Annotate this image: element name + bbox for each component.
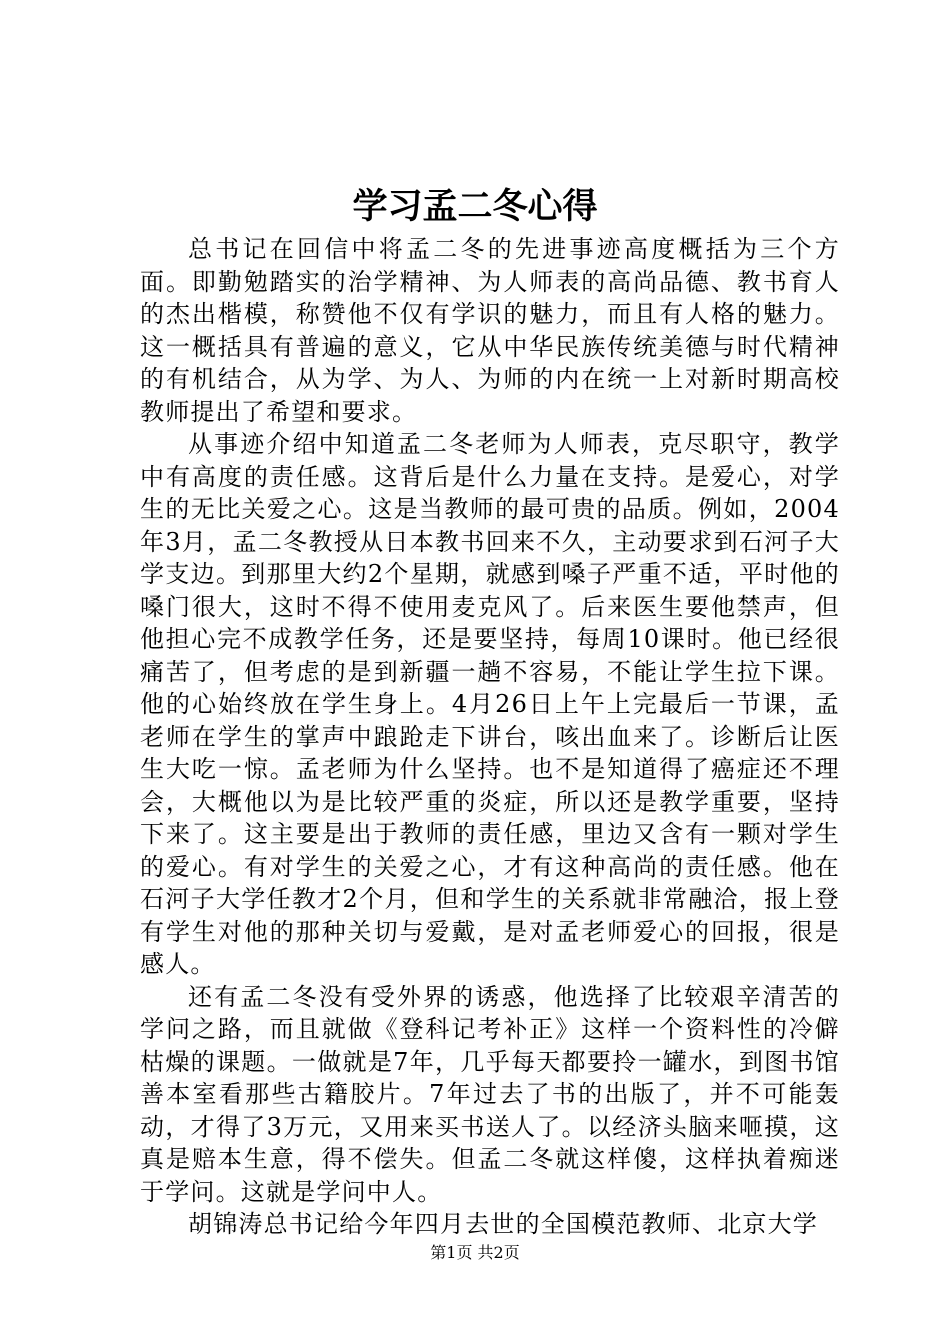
paragraph-3: 还有孟二冬没有受外界的诱惑，他选择了比较艰辛清苦的学问之路，而且就做《登科记考补正》这样一个资料性的冷僻枯燥的课题。一做就是7年，几乎每天都要拎一罐水，到图书馆善本室看那些古籍胶片。7年过去了书的出版了，并不可能轰动，才得了3万元，又用来买书送人了。以经济头脑来咂摸，这真是赔本生意，得不偿失。但孟二冬就这样傻，这样执着痴迷于学问。这就是学问中人。 — [140, 982, 840, 1206]
paragraph-1: 总书记在回信中将孟二冬的先进事迹高度概括为三个方面。即勤勉踏实的治学精神、为人师表的高尚品德、教书育人的杰出楷模，称赞他不仅有学识的魅力，而且有人格的魅力。这一概括具有普遍的意义，它从中华民族传统美德与时代精神的有机结合，从为学、为人、为师的内在统一上对新时期高校教师提出了希望和要求。 — [140, 235, 840, 426]
page-number-footer: 第1页 共2页 — [430, 1243, 520, 1262]
document-title: 学习孟二冬心得 — [352, 186, 598, 227]
paragraph-2: 从事迹介绍中知道孟二冬老师为人师表，克尽职守，教学中有高度的责任感。这背后是什么力量在支持。是爱心，对学生的无比关爱之心。这是当教师的最可贵的品质。例如，2004年3月，孟二冬教授从日本教书回来不久，主动要求到石河子大学支边。到那里大约2个星期，就感到嗓子严重不适，平时他的嗓门很大，这时不得不使用麦克风了。后来医生要他禁声，但他担心完不成教学任务，还是要坚持，每周10课时。他已经很痛苦了，但考虑的是到新疆一趟不容易，不能让学生拉下课。他的心始终放在学生身上。4月26日上午上完最后一节课，孟老师在学生的掌声中踉跄走下讲台，咳出血来了。诊断后让医生大吃一惊。孟老师为什么坚持。也不是知道得了癌症还不理会，大概他以为是比较严重的炎症，所以还是教学重要，坚持下来了。这主要是出于教师的责任感，里边又含有一颗对学生的爱心。有对学生的关爱之心，才有这种高尚的责任感。他在石河子大学任教才2个月，但和学生的关系就非常融洽，报上登有学生对他的那种关切与爱戴，是对孟老师爱心的回报，很是感人。 — [140, 430, 840, 978]
document-body — [140, 233, 840, 1241]
paragraph-4: 胡锦涛总书记给今年四月去世的全国模范教师、北京大学 — [188, 1210, 818, 1238]
